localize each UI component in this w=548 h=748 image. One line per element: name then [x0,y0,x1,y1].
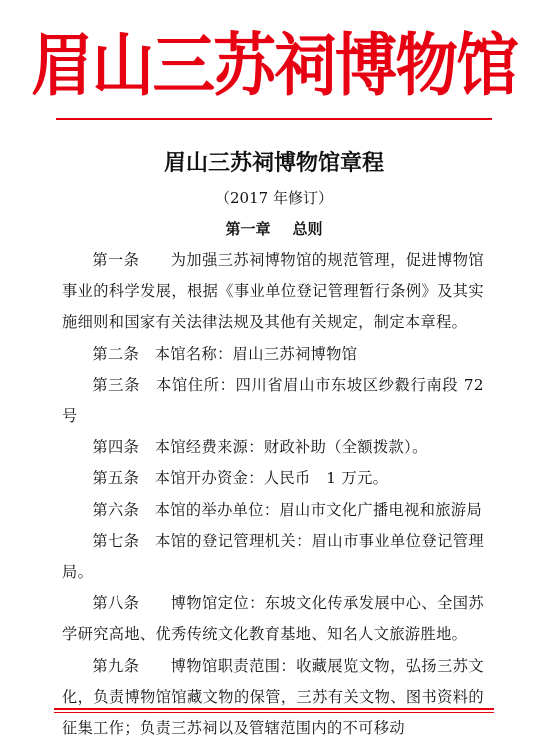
article-text: 博物馆定位：东坡文化传承发展中心、全国苏学研究高地、优秀传统文化教育基地、知名人文旅游胜地。 [62,594,485,644]
article-text: 为加强三苏祠博物馆的规范管理，促进博物馆事业的科学发展，根据《事业单位登记管理暂行条例》及其实施细则和国家有关法律法规及其他有关规定，制定本章程。 [62,251,485,332]
article-8 [62,588,484,650]
article-text: 本馆开办资金：人民币 1 万元。 [154,469,389,488]
article-1 [62,245,484,339]
article-label: 第四条 [92,438,155,457]
article-label: 第七条 [92,531,156,550]
article-7 [62,526,484,588]
article-6 [62,495,484,526]
chapter-heading [0,218,548,240]
article-text: 本馆经费来源：财政补助（全额拨款）。 [154,438,428,457]
document-title: 眉山三苏祠博物馆章程 [163,150,384,176]
article-label: 第六条 [92,500,155,519]
article-2 [62,339,484,370]
article-label: 第九条 [92,656,171,675]
document-revision: （2017 年修订） [215,189,333,207]
article-9 [62,651,484,745]
article-text: 本馆的登记管理机关：眉山市事业单位登记管理局。 [62,531,484,582]
article-text: 本馆住所：四川省眉山市东坡区纱縠行南段 72 号 [62,375,484,426]
masthead-org-name: 眉山三苏祠博物馆 [31,26,517,106]
masthead-divider [56,118,492,120]
article-label: 第二条 [92,344,155,363]
chapter-number: 第一章 [225,220,271,238]
chapter-title: 总则 [292,220,323,238]
article-text: 博物馆职责范围：收藏展览文物，弘扬三苏文化，负责博物馆馆藏文物的保管，三苏有关文物、图书资料的征集工作；负责三苏祠以及管辖范围内的不可移动 [62,656,485,738]
article-label: 第三条 [92,375,157,394]
article-text: 本馆名称：眉山三苏祠博物馆 [154,344,358,363]
article-3 [62,370,484,432]
article-label: 第一条 [92,251,171,269]
article-label: 第五条 [92,469,155,488]
article-4 [62,432,484,463]
document-body [62,245,484,744]
article-text: 本馆的举办单位：眉山市文化广播电视和旅游局 [154,500,483,519]
footer-divider [54,708,494,710]
article-label: 第八条 [92,594,171,613]
article-5 [62,463,484,494]
footer-divider-thin [54,712,494,713]
